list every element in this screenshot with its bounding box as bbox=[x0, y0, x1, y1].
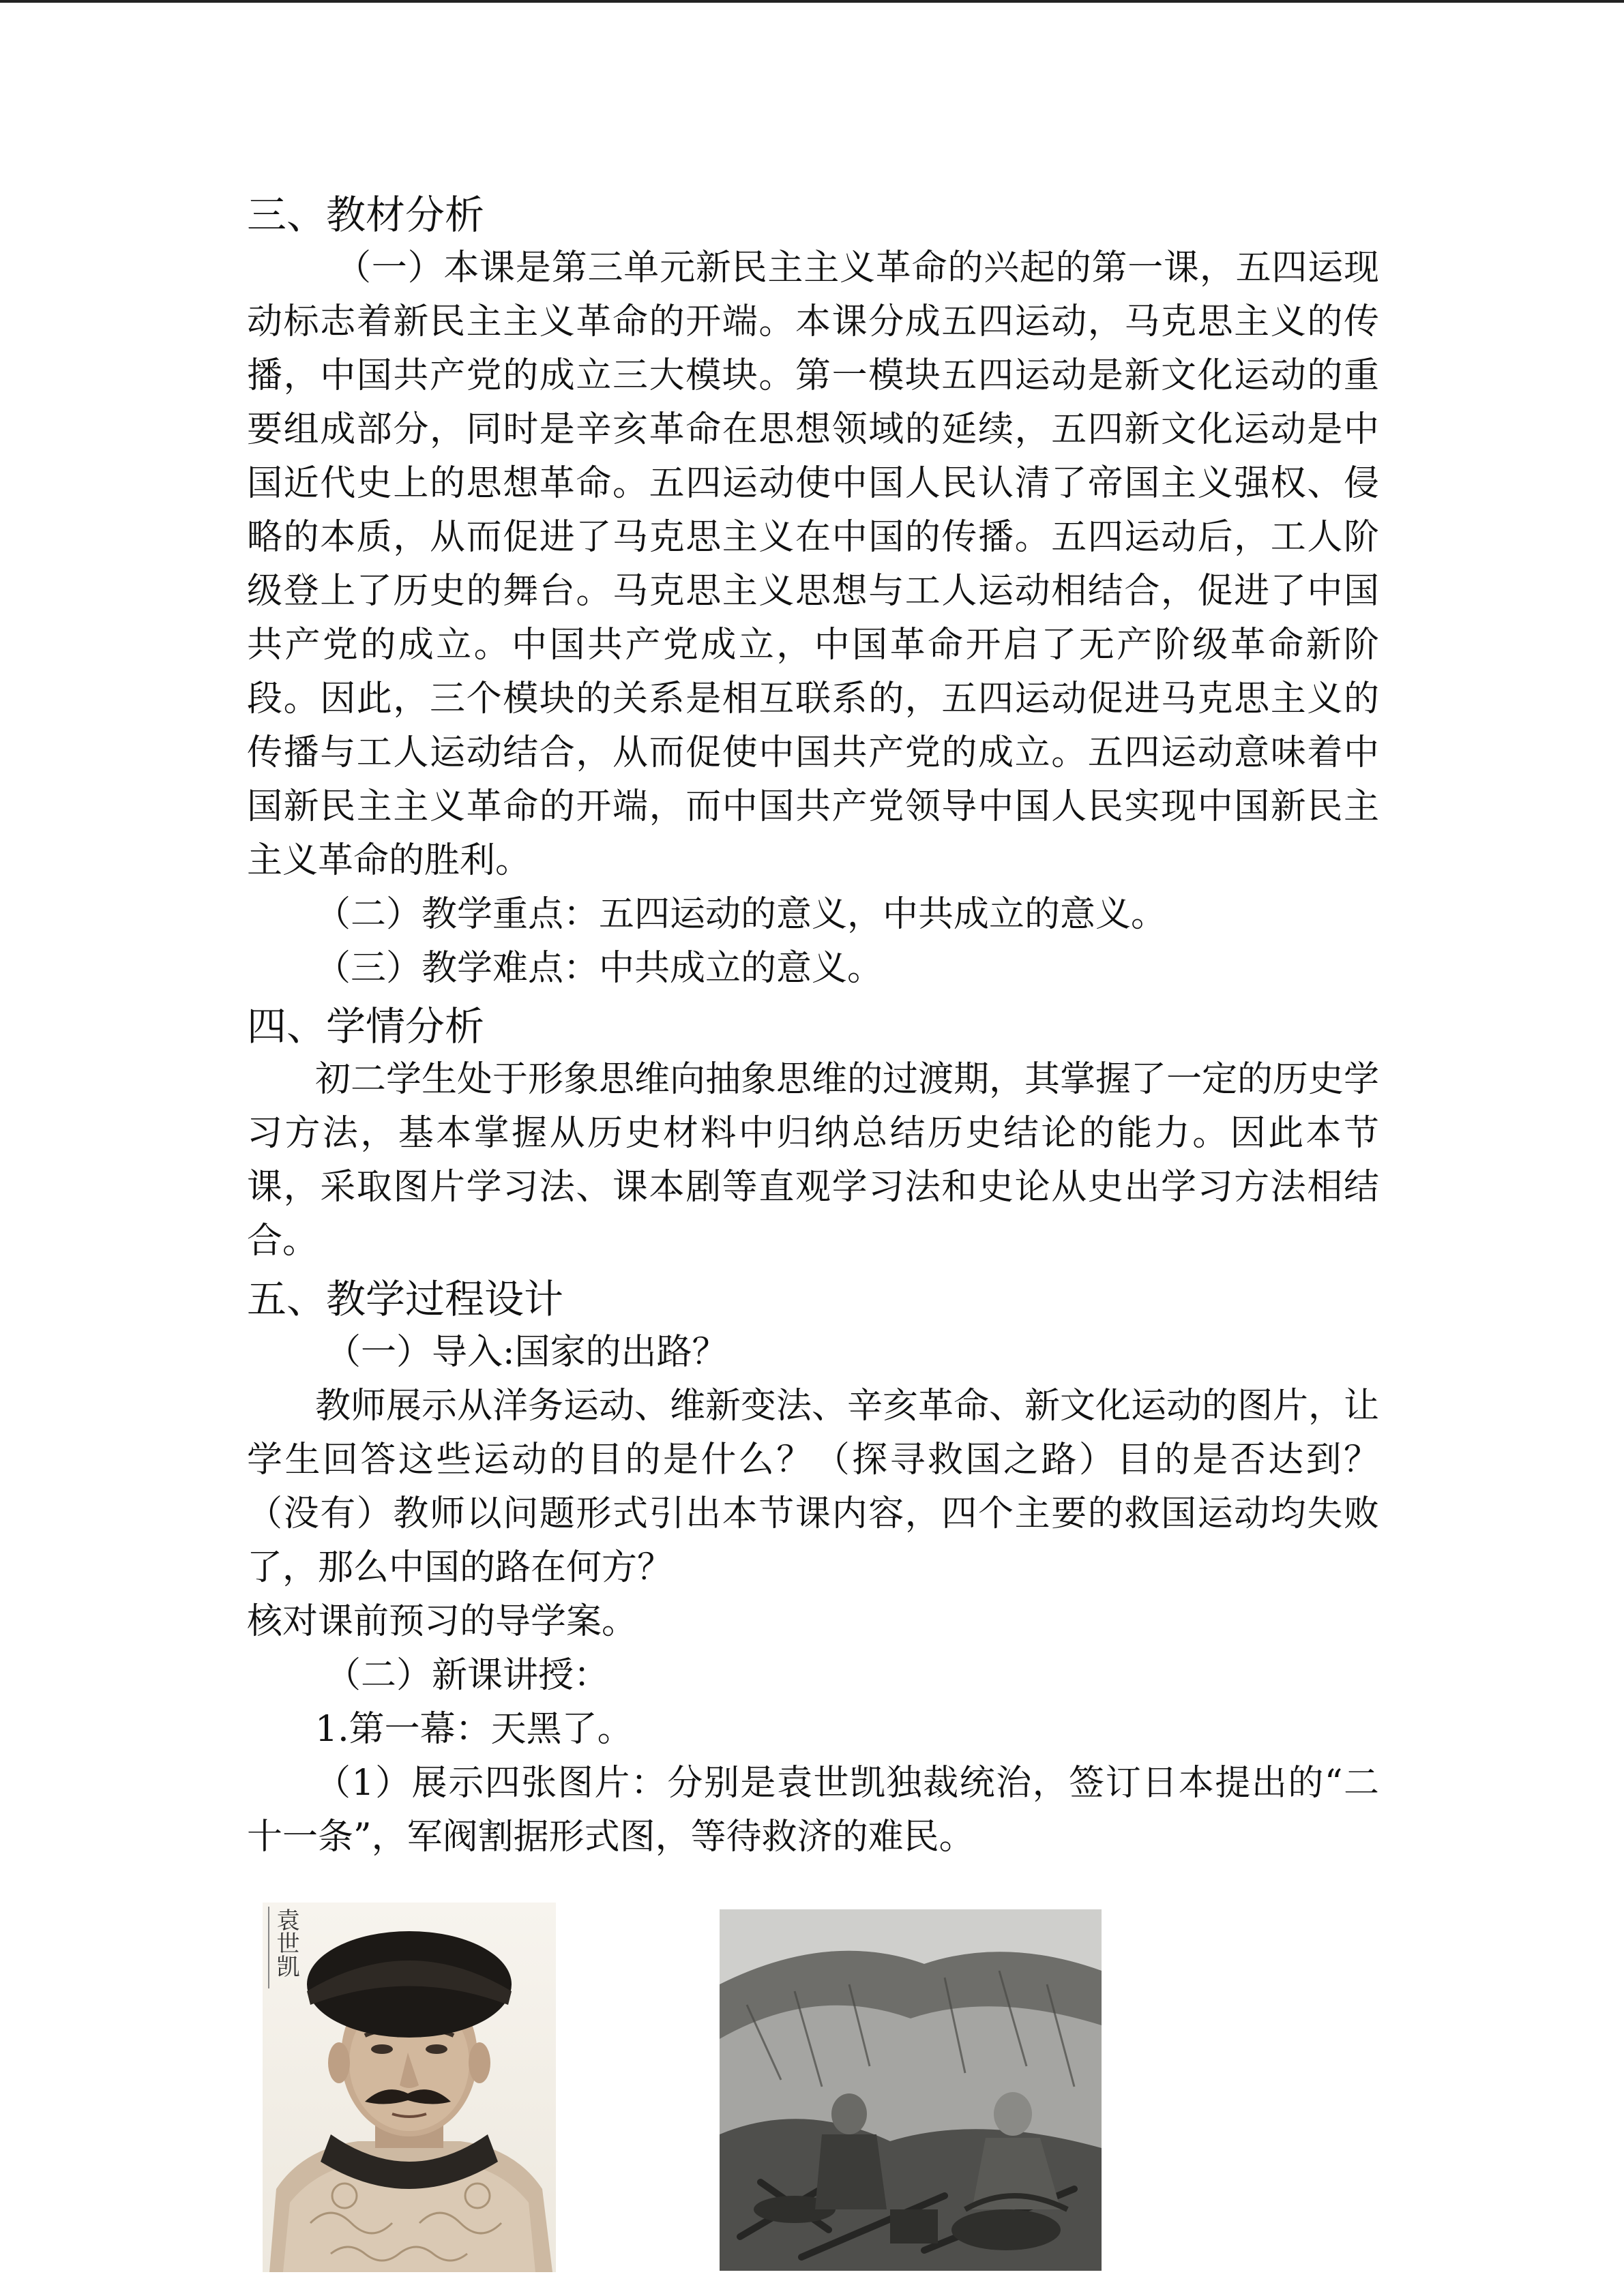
paragraph-textbook-analysis: （一）本课是第三单元新民主主义革命的兴起的第一课，五四运现动标志着新民主主义革命的开端。本课分成五四运动，马克思主义的传播，中国共产党的成立三大模块。第一模块五四运动是新文化运动的重要组成部分，同时是辛亥革命在思想领域的延续，五四新文化运动是中国近代史上的思想革命。五四运动使中国人民认清了帝国主义强权、侵略的本质，从而促进了马克思主义在中国的传播。五四运动后，工人阶级登上了历史的舞台。马克思主义思想与工人运动相结合，促进了中国共产党的成立。中国共产党成立，中国革命开启了无产阶级革命新阶段。因此，三个模块的关系是相互联系的，五四运动促进马克思主义的传播与工人运动结合，从而促使中国共产党的成立。五四运动意味着中国新民主主义革命的开端，而中国共产党领导中国人民实现中国新民主主义革命的胜利。 bbox=[247, 248, 1379, 881]
paragraph-intro-title: （一）导入:国家的出路？ bbox=[325, 1332, 728, 1373]
paragraph-teaching-difficulty: （三）教学难点：中共成立的意义。 bbox=[315, 948, 883, 989]
paragraph-act-one: 1.第一幕：天黑了。 bbox=[315, 1709, 633, 1750]
section-heading-textbook-analysis: 三、教材分析 bbox=[247, 192, 485, 238]
document-page bbox=[247, 184, 1379, 1864]
paragraph-teaching-focus: （二）教学重点：五四运动的意义，中共成立的意义。 bbox=[315, 894, 1167, 935]
photo-row bbox=[0, 1903, 1624, 2284]
portrait-illustration bbox=[263, 1903, 556, 2272]
paragraph-four-pictures: （1）展示四张图片：分别是袁世凯独裁统治，签订日本提出的“二十一条”，军阀割据形式图，等待救济的难民。 bbox=[247, 1763, 1379, 1858]
paragraph-intro-body: 教师展示从洋务运动、维新变法、辛亥革命、新文化运动的图片，让学生回答这些运动的目的是什么？（探寻救国之路）目的是否达到？（没有）教师以问题形式引出本节课内容，四个主要的救国运动均失败了，那么中国的路在何方？ bbox=[247, 1386, 1380, 1588]
paragraph-student-analysis: 初二学生处于形象思维向抽象思维的过渡期，其掌握了一定的历史学习方法，基本掌握从历史材料中归纳总结历史结论的能力。因此本节课，采取图片学习法、课本剧等直观学习法和史论从史出学习方法相结合。 bbox=[247, 1059, 1380, 1262]
section-heading-student-analysis: 四、学情分析 bbox=[247, 1003, 485, 1049]
yuan-shikai-portrait bbox=[263, 1903, 556, 2272]
caption-rule bbox=[268, 1907, 269, 1988]
section-heading-teaching-process: 五、教学过程设计 bbox=[247, 1276, 564, 1322]
refugees-photo bbox=[720, 1909, 1102, 2271]
page-top-border bbox=[0, 0, 1624, 3]
refugees-illustration bbox=[720, 1909, 1102, 2271]
paragraph-new-lesson-title: （二）新课讲授： bbox=[325, 1655, 610, 1696]
paragraph-check-preview: 核对课前预习的导学案。 bbox=[247, 1601, 638, 1642]
portrait-caption: 袁世凯 bbox=[272, 1908, 299, 1978]
